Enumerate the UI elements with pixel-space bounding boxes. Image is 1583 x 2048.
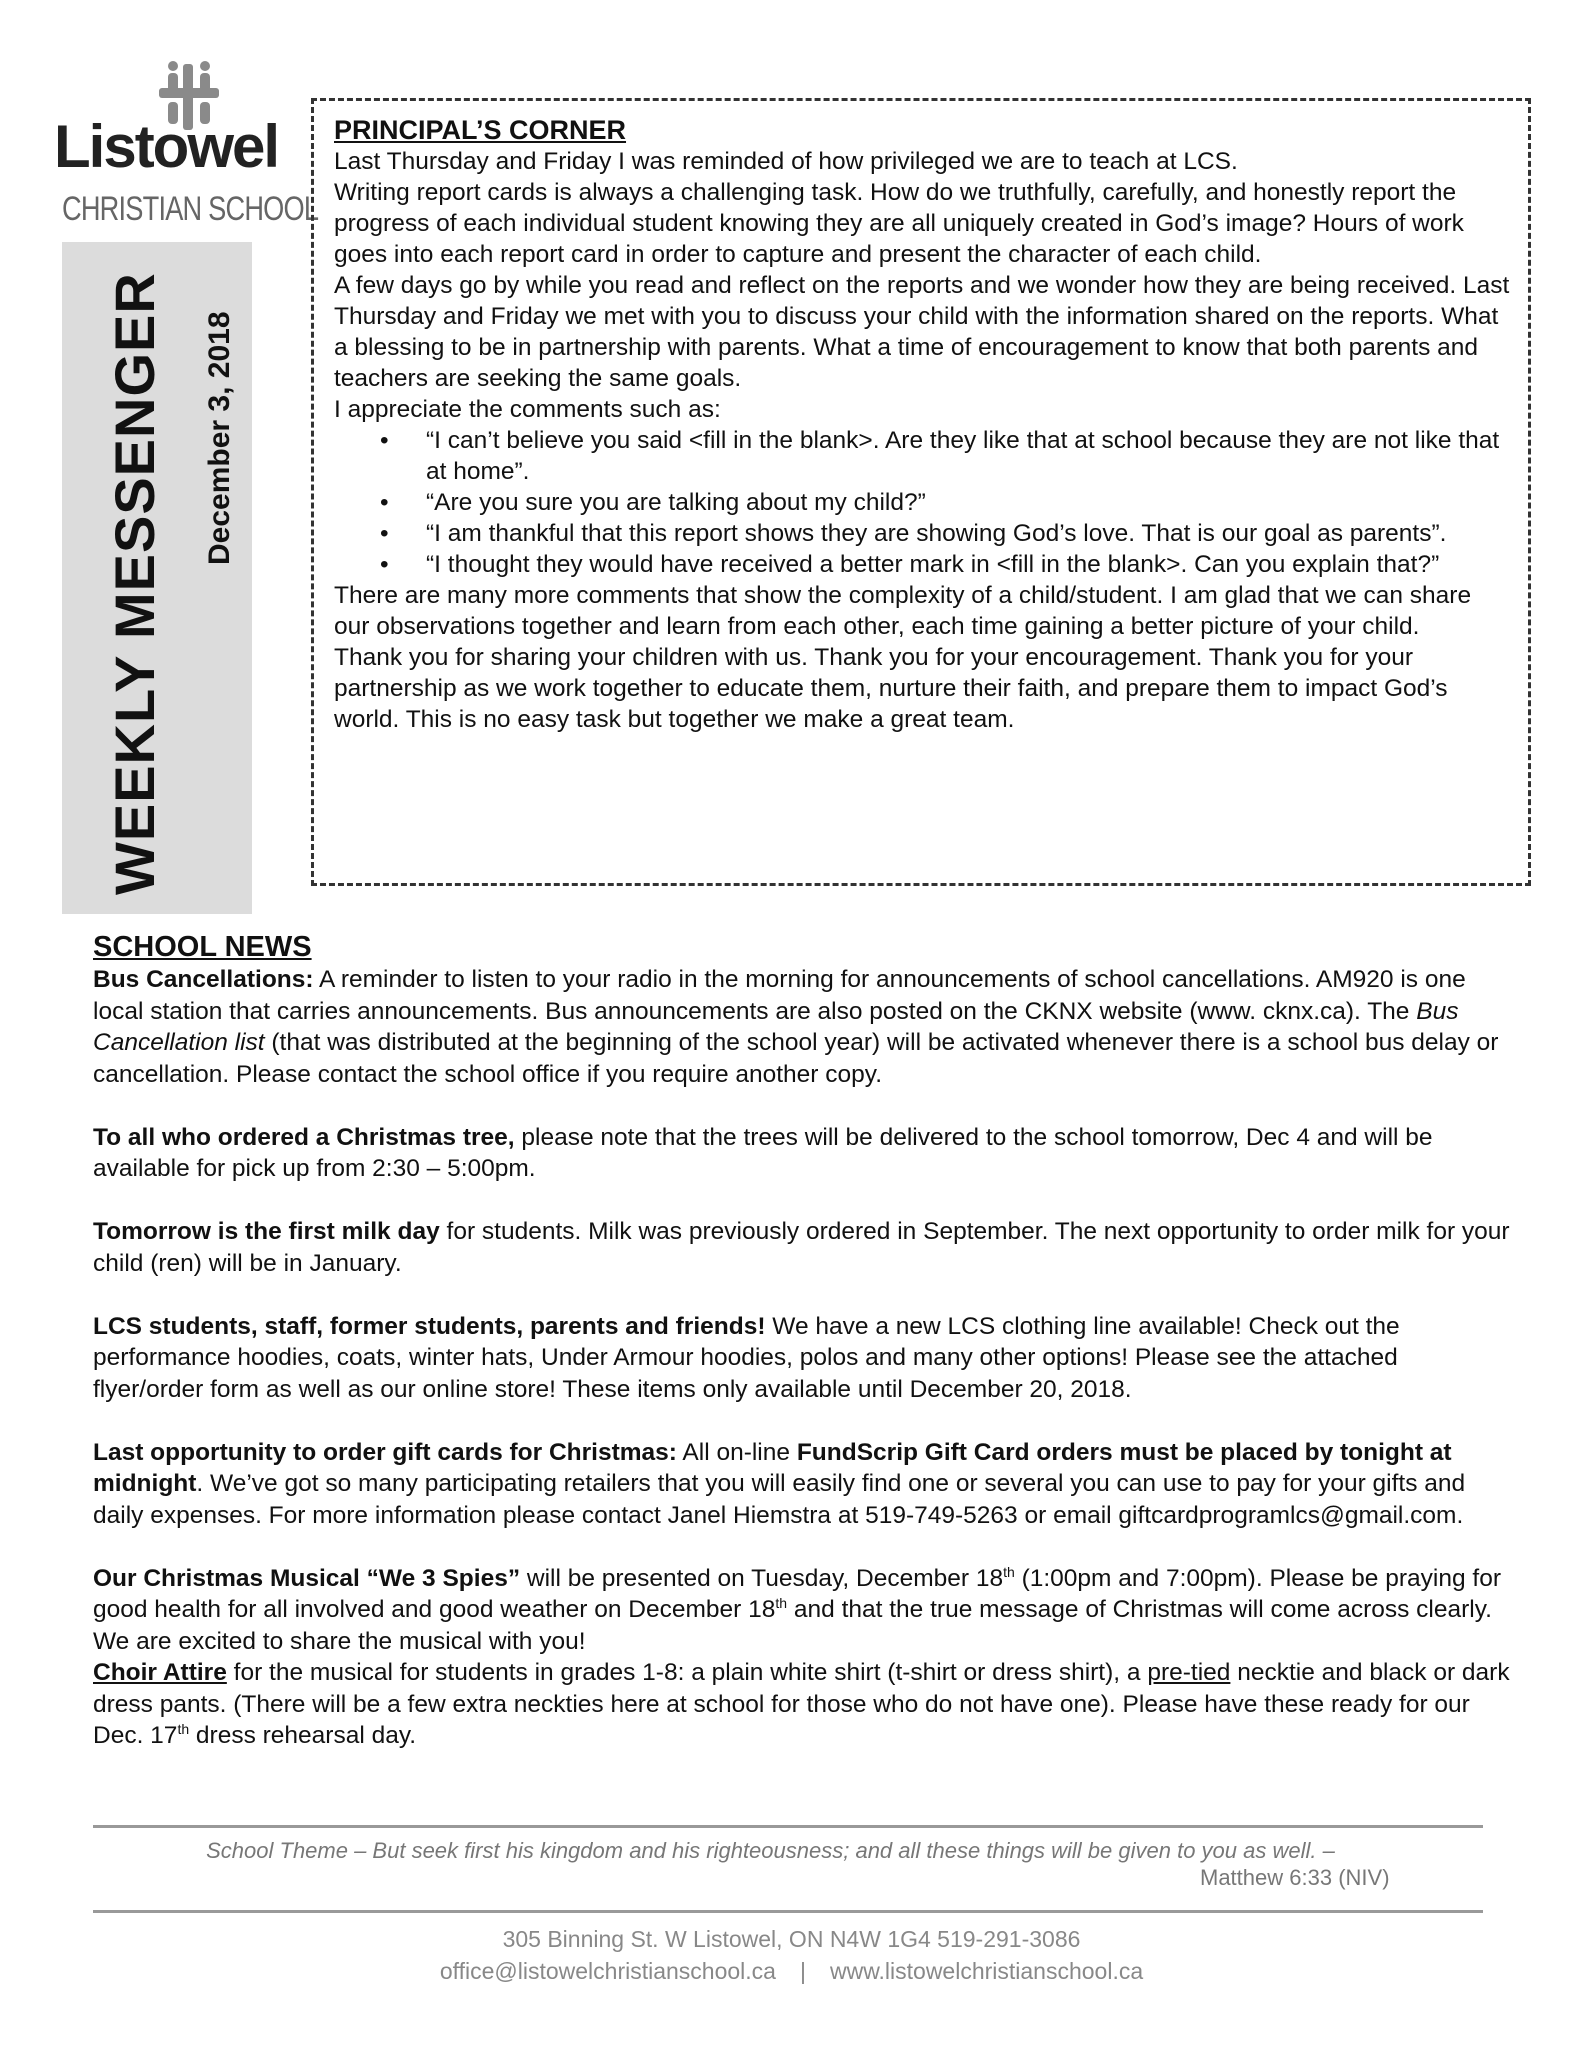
theme-reference: Matthew 6:33 (NIV) [1200,1865,1390,1890]
item-text: and that the true message of Christmas will come across clearly. We are excited to share the musical with you! [93,1596,1492,1655]
item-text: A reminder to listen to your radio in the morning for announcements of school cancellations. AM920 is one local station that carries announcements. Bus announcements are also posted on the CKNX website (www. cknx.ca). The [93,966,1466,1025]
principal-paragraph: I appreciate the comments such as: [334,396,721,423]
school-email[interactable]: office@listowelchristianschool.ca [439,1958,776,1984]
item-lead: Last opportunity to order gift cards for Christmas: [93,1438,677,1466]
item-bold: FundScrip Gift Card orders must be placed by tonight at midnight [93,1438,1452,1497]
item-text: for the musical for students in grades 1-8: a plain white shirt (t-shirt or dress shirt), a [226,1659,1148,1686]
principal-paragraph: A few days go by while you read and reflect on the reports and we wonder how they are being received. Last Thursday and Friday we met with you to discuss your child with the information shared on the reports. What a blessing to be in partnership with parents. What a time of encouragement to know that both parents and teachers are seeking the same goals. [334,272,1510,392]
item-text: (1:00pm and 7:00pm). Please be praying for good health for all involved and good weather on December 18 [93,1564,1501,1623]
item-text: All on-line [676,1438,797,1466]
item-text: We have a new LCS clothing line available! Check out the performance hoodies, coats, winter hats, Under Armour hoodies, polos and many other options! Please see the attached flyer/order form as well as our online store! These items only available until December 20, 2018. [93,1312,1400,1403]
bus-cancellations-item [93,964,1513,1090]
logo-name: Listowel [54,113,279,180]
school-theme: School Theme – But seek first his kingdom and his righteousness; and all these things will be given to you as well. – [206,1838,1335,1863]
separator: | [799,1958,806,1984]
item-lead: To all who ordered a Christmas tree, [93,1123,515,1151]
item-text: please note that the trees will be delivered to the school tomorrow, Dec 4 and will be available for pick up from 2:30 – 5:00pm. [93,1123,1433,1182]
school-news-section [93,930,1513,1752]
item-underline: pre-tied [1147,1659,1231,1686]
item-text: for students. Milk was previously ordered in September. The next opportunity to order milk for your child (ren) will be in January. [93,1218,1510,1277]
item-text: (that was distributed at the beginning of the school year) will be activated whenever there is a school bus delay or cancellation. Please contact the school office if you require another copy. [93,1029,1499,1088]
comments-list [334,425,1510,580]
list-item: • “Are you sure you are talking about my child?” [334,487,1510,518]
principal-paragraph: There are many more comments that show the complexity of a child/student. I am glad that we can share our observations together and learn from each other, each time gaining a better picture of your child. [334,582,1472,640]
superscript: th [177,1720,190,1737]
newsletter-title: WEEKLY MESSENGER [103,272,166,895]
principals-corner-box [311,98,1531,886]
item-text: necktie and black or dark dress pants. (There will be a few extra neckties here at school for those who do not have one). Please have these ready for our Dec. 17 [93,1659,1510,1749]
school-news-heading: SCHOOL NEWS [93,931,312,963]
milk-day-item [93,1216,1513,1279]
school-logo [50,50,319,235]
list-item: • “I am thankful that this report shows they are showing God’s love. That is our goal as parents”. [334,518,1510,549]
list-item: • “I can’t believe you said <fill in the blank>. Are they like that at school because they are not like that at home”. [334,425,1510,487]
item-lead: Our Christmas Musical “We 3 Spies” [93,1564,521,1592]
item-lead: Tomorrow is the first milk day [93,1218,440,1245]
christmas-musical-item [93,1563,1513,1658]
christmas-tree-item [93,1122,1513,1185]
principal-paragraph: Thank you for sharing your children with us. Thank you for your encouragement. Thank you for your partnership as we work together to educate them, nurture their faith, and prepare them to impact God’s world. This is no easy task but together we make a great team. [334,644,1448,733]
item-lead: Bus Cancellations: [93,966,314,993]
item-text: will be presented on Tuesday, December 18 [520,1564,1004,1592]
principal-paragraph: Writing report cards is always a challenging task. How do we truthfully, carefully, and honestly report the progress of each individual student knowing they are all uniquely created in God’s image? Hours of work goes into each report card in order to capture and present the character of each child. [334,179,1464,268]
footer-contact [0,1923,1583,1987]
item-italic: Bus Cancellation list [93,997,1459,1056]
item-lead: Choir Attire [93,1659,227,1686]
item-text: . We’ve got so many participating retailers that you will easily find one or several you can use to pay for your gifts and daily expenses. For more information please contact Janel Hiemstra at 519-749-5263 or email giftcardprogramlcs@gmail.com. [93,1470,1466,1529]
gift-cards-item [93,1437,1513,1532]
item-text: dress rehearsal day. [189,1722,417,1749]
superscript: th [775,1594,788,1611]
principals-corner-heading: PRINCIPAL’S CORNER [334,115,627,145]
principal-paragraph: Last Thursday and Friday I was reminded of how privileged we are to teach at LCS. [334,148,1238,175]
superscript: th [1003,1563,1015,1580]
school-address: 305 Binning St. W Listowel, ON N4W 1G4 519-291-3086 [502,1926,1081,1952]
footer-divider [93,1910,1483,1913]
school-website[interactable]: www.listowelchristianschool.ca [829,1958,1144,1984]
item-lead: LCS students, staff, former students, parents and friends! [93,1312,766,1340]
footer-divider [93,1825,1483,1828]
choir-attire-item [93,1657,1513,1752]
clothing-line-item [93,1311,1513,1406]
list-item: • “I thought they would have received a better mark in <fill in the blank>. Can you explain that?” [334,549,1510,580]
logo-subtitle: CHRISTIAN SCHOOL [62,190,319,228]
newsletter-date: December 3, 2018 [203,311,236,565]
